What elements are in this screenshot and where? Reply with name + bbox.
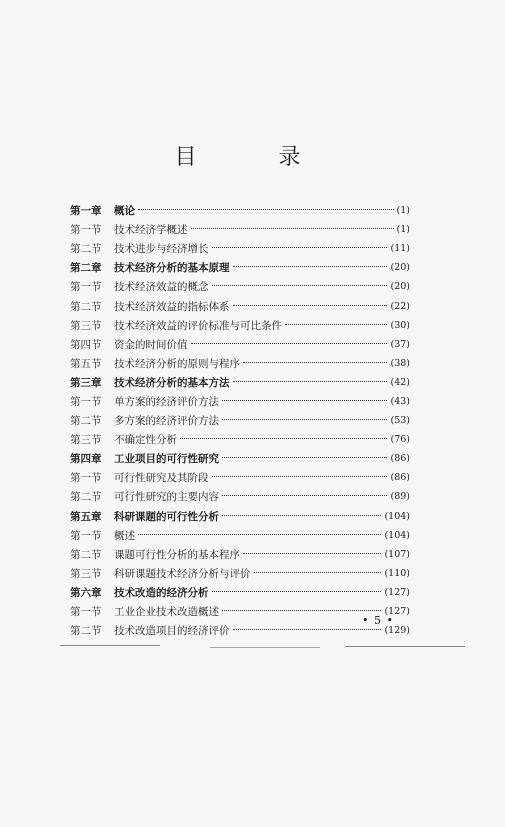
toc-section-row	[70, 411, 410, 430]
toc-entry-page: (53)	[390, 415, 410, 427]
toc-section-row	[70, 392, 410, 411]
toc-section-row	[70, 602, 410, 621]
toc-leader-dots	[222, 400, 387, 401]
toc-section-row	[70, 220, 410, 239]
toc-entry-page: (11)	[390, 243, 410, 255]
toc-entry-page: (104)	[384, 510, 410, 522]
toc-section-row	[70, 526, 410, 545]
toc-entry-number: 第二节	[70, 491, 102, 504]
toc-entry-title: 可行性研究的主要内容	[114, 491, 219, 504]
toc-entry-number: 第一节	[70, 529, 102, 542]
scan-line	[345, 646, 465, 647]
toc-entry-page: (76)	[390, 434, 410, 446]
toc-entry-title: 技术经济分析的原则与程序	[114, 357, 240, 370]
toc-entry-number: 第一节	[70, 395, 102, 408]
toc-entry-title: 科研课题的可行性分析	[114, 510, 219, 523]
toc-leader-dots	[233, 305, 388, 306]
toc-entry-page: (89)	[390, 491, 410, 503]
toc-entry-page: (104)	[384, 529, 410, 541]
toc-section-row	[70, 621, 410, 640]
toc-entry-title: 技术经济效益的概念	[114, 281, 209, 294]
toc-entry-title: 多方案的经济评价方法	[114, 415, 219, 428]
toc-entry-title: 工业企业技术改造概述	[114, 606, 219, 619]
toc-leader-dots	[191, 343, 388, 344]
toc-leader-dots	[222, 610, 381, 611]
toc-entry-title: 工业项目的可行性研究	[114, 453, 219, 466]
toc-entry-page: (129)	[384, 625, 410, 637]
toc-entry-number: 第二节	[70, 243, 102, 256]
toc-entry-title: 技术进步与经济增长	[114, 243, 209, 256]
toc-entry-page: (37)	[390, 338, 410, 350]
toc-entry-title: 概论	[114, 205, 135, 218]
toc-entry-title: 科研课题技术经济分析与评价	[114, 567, 251, 580]
toc-entry-number: 第三节	[70, 567, 102, 580]
toc-section-row	[70, 487, 410, 506]
toc-entry-page: (86)	[390, 453, 410, 465]
toc-leader-dots	[138, 534, 381, 535]
toc-chapter-row	[70, 258, 410, 277]
toc-entry-number: 第四节	[70, 338, 102, 351]
toc-entry-page: (1)	[396, 205, 410, 217]
toc-entry-title: 单方案的经济评价方法	[114, 395, 219, 408]
toc-entry-page: (42)	[390, 376, 410, 388]
toc-entry-title: 资金的时间价值	[114, 338, 188, 351]
page-number: • 5 •	[362, 614, 394, 627]
toc-chapter-row	[70, 449, 410, 468]
toc-entry-title: 技术经济效益的指标体系	[114, 300, 230, 313]
toc-entry-title: 技术经济分析的基本方法	[114, 376, 230, 389]
toc-entry-number: 第五节	[70, 357, 102, 370]
toc-entry-number: 第一章	[70, 205, 102, 218]
toc-entry-number: 第一节	[70, 224, 102, 237]
toc-section-row	[70, 239, 410, 258]
scan-line	[60, 645, 160, 646]
toc-entry-page: (127)	[384, 606, 410, 618]
toc-entry-number: 第一节	[70, 472, 102, 485]
toc-entry-page: (110)	[384, 567, 410, 579]
toc-section-row	[70, 564, 410, 583]
toc-entry-page: (86)	[390, 472, 410, 484]
toc-leader-dots	[222, 419, 387, 420]
toc-entry-page: (22)	[390, 300, 410, 312]
toc-entry-number: 第二章	[70, 262, 102, 275]
toc-leader-dots	[212, 591, 382, 592]
toc-entry-number: 第一节	[70, 281, 102, 294]
scan-line	[210, 647, 320, 648]
toc-leader-dots	[180, 438, 387, 439]
toc-section-row	[70, 354, 410, 373]
toc-leader-dots	[243, 362, 387, 363]
toc-leader-dots	[243, 553, 381, 554]
toc-entry-page: (127)	[384, 586, 410, 598]
toc-entry-number: 第二节	[70, 625, 102, 638]
toc-entry-title: 技术经济学概述	[114, 224, 188, 237]
toc-leader-dots	[254, 572, 382, 573]
toc-heading: 目 录	[174, 145, 331, 170]
toc-entry-number: 第二节	[70, 548, 102, 561]
toc-chapter-row	[70, 373, 410, 392]
toc-leader-dots	[212, 247, 388, 248]
toc-entry-number: 第一节	[70, 606, 102, 619]
toc-entry-title: 概述	[114, 529, 135, 542]
toc-entry-title: 技术经济分析的基本原理	[114, 262, 230, 275]
toc-entry-title: 技术改造项目的经济评价	[114, 625, 230, 638]
toc-entry-number: 第二节	[70, 300, 102, 313]
toc-leader-dots	[222, 495, 387, 496]
toc-section-row	[70, 277, 410, 296]
toc-entry-number: 第五章	[70, 510, 102, 523]
toc-entry-page: (107)	[384, 548, 410, 560]
toc-leader-dots	[222, 515, 381, 516]
toc-entry-page: (30)	[390, 319, 410, 331]
toc-leader-dots	[138, 209, 394, 210]
toc-entry-number: 第三节	[70, 319, 102, 332]
toc-entry-page: (43)	[390, 395, 410, 407]
toc-chapter-row	[70, 507, 410, 526]
toc-entry-page: (20)	[390, 262, 410, 274]
toc-leader-dots	[222, 457, 387, 458]
toc-entry-number: 第二节	[70, 415, 102, 428]
toc-entry-number: 第六章	[70, 586, 102, 599]
toc-leader-dots	[233, 381, 388, 382]
table-of-contents	[70, 201, 410, 640]
toc-entry-page: (38)	[390, 357, 410, 369]
toc-entry-number: 第三节	[70, 434, 102, 447]
toc-entry-page: (20)	[390, 281, 410, 293]
toc-leader-dots	[233, 266, 388, 267]
toc-entry-title: 技术经济效益的评价标准与可比条件	[114, 319, 282, 332]
toc-section-row	[70, 335, 410, 354]
toc-entry-title: 课题可行性分析的基本程序	[114, 548, 240, 561]
toc-leader-dots	[212, 285, 388, 286]
toc-entry-title: 技术改造的经济分析	[114, 586, 209, 599]
toc-section-row	[70, 468, 410, 487]
toc-entry-title: 可行性研究及其阶段	[114, 472, 209, 485]
toc-leader-dots	[285, 324, 387, 325]
toc-entry-number: 第四章	[70, 453, 102, 466]
toc-section-row	[70, 430, 410, 449]
toc-entry-number: 第三章	[70, 376, 102, 389]
toc-chapter-row	[70, 201, 410, 220]
toc-section-row	[70, 316, 410, 335]
toc-leader-dots	[212, 476, 388, 477]
toc-chapter-row	[70, 583, 410, 602]
toc-leader-dots	[191, 228, 394, 229]
toc-section-row	[70, 296, 410, 315]
toc-entry-title: 不确定性分析	[114, 434, 177, 447]
toc-leader-dots	[233, 629, 382, 630]
toc-section-row	[70, 545, 410, 564]
toc-entry-page: (1)	[396, 224, 410, 236]
